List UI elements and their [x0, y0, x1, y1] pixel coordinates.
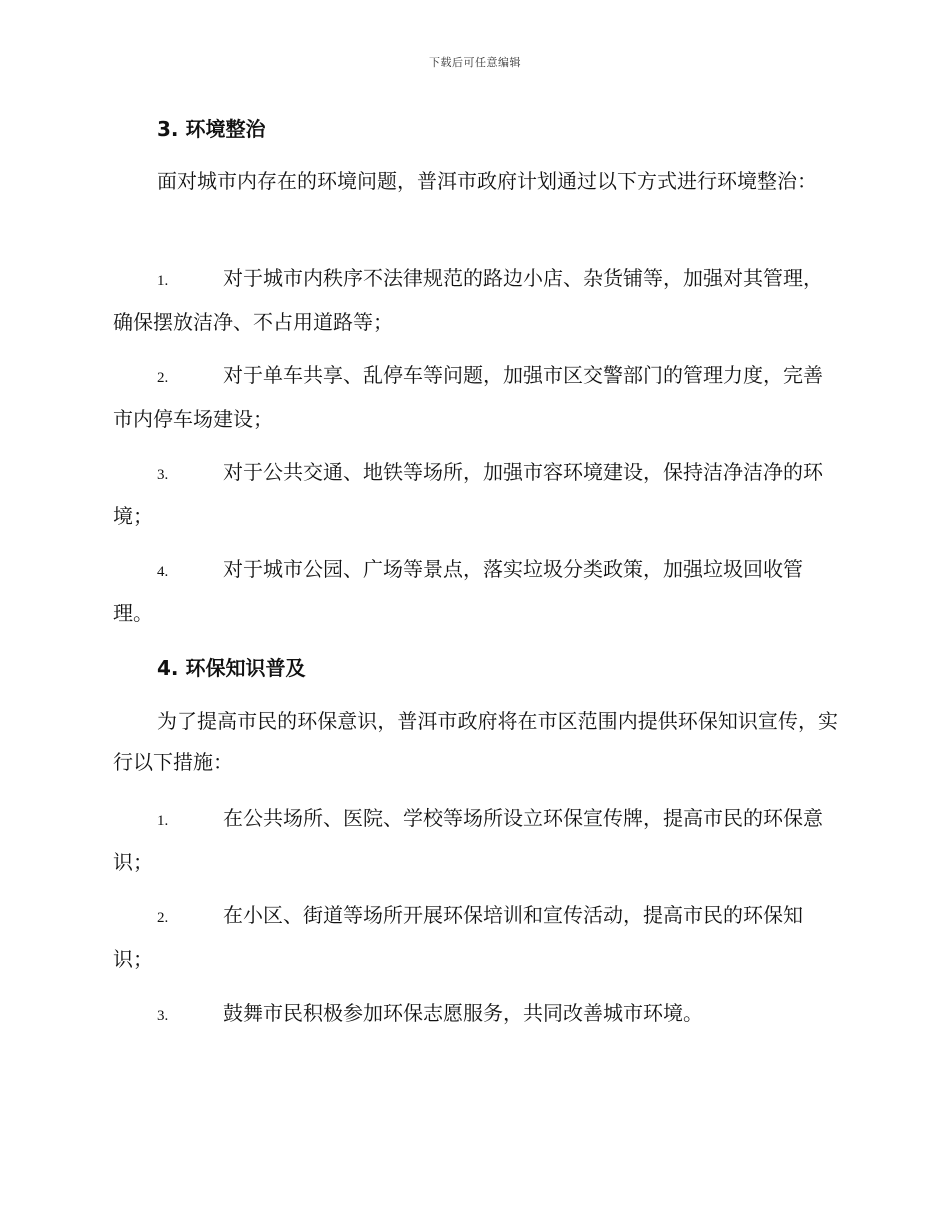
list-item-text: 对于城市内秩序不法律规范的路边小店、杂货铺等，加强对其管理，确保摆放洁净、不占用道路等； — [113, 266, 823, 334]
section-4-item-2 — [113, 895, 838, 980]
section-3-intro: 面对城市内存在的环境问题，普洱市政府计划通过以下方式进行环境整治： — [157, 169, 817, 193]
section-3-item-3 — [113, 452, 838, 537]
list-number: 2. — [157, 910, 169, 926]
section-3-item-1 — [113, 258, 838, 343]
section-4-item-1 — [113, 798, 838, 883]
list-number: 3. — [157, 1008, 169, 1024]
section-4-item-3 — [113, 993, 838, 1037]
section-3-heading: 3. 环境整治 — [157, 117, 266, 141]
list-number: 3. — [157, 467, 169, 483]
list-item-text: 在小区、街道等场所开展环保培训和宣传活动，提高市民的环保知识； — [113, 903, 803, 971]
section-3-item-4 — [113, 549, 838, 634]
list-item-text: 对于单车共享、乱停车等问题，加强市区交警部门的管理力度，完善市内停车场建设； — [113, 363, 823, 431]
list-item-text: 对于城市公园、广场等景点，落实垃圾分类政策，加强垃圾回收管理。 — [113, 557, 803, 625]
list-item-text: 在公共场所、医院、学校等场所设立环保宣传牌，提高市民的环保意识； — [113, 806, 823, 874]
page-header: 下载后可任意编辑 — [429, 56, 521, 69]
list-item-text: 鼓舞市民积极参加环保志愿服务，共同改善城市环境。 — [223, 1001, 703, 1025]
list-number: 1. — [157, 813, 169, 829]
section-3-item-2 — [113, 355, 838, 440]
section-4-heading: 4. 环保知识普及 — [157, 656, 306, 680]
list-number: 4. — [157, 564, 169, 580]
section-4-intro: 为了提高市民的环保意识，普洱市政府将在市区范围内提供环保知识宣传，实行以下措施： — [113, 709, 838, 774]
list-number: 1. — [157, 273, 169, 289]
list-number: 2. — [157, 370, 169, 386]
list-item-text: 对于公共交通、地铁等场所，加强市容环境建设，保持洁净洁净的环境； — [113, 460, 823, 528]
